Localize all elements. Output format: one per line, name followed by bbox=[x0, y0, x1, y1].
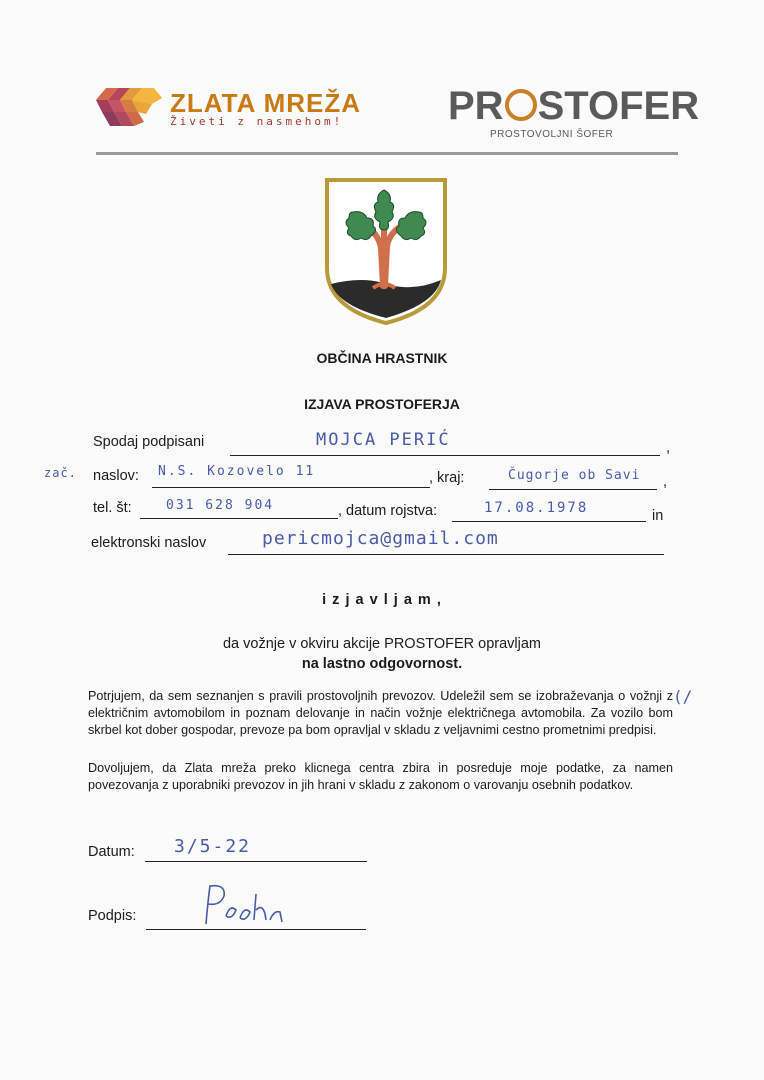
signed-value: MOJCA PERIĆ bbox=[316, 430, 451, 450]
paragraph-confirm: Potrjujem, da sem seznanjen s pravili prostovoljnih prevozov. Udeležil sem se izobraževanja o vožnji z električnim avtomobilom in poznam delovanje in način vožnje električnega avtomobila. Za vozilo bom skrbel kot dober gospodar, prevoze pa bom opravljal v skladu z veljavnimi cestno prometnimi predpisi. bbox=[88, 689, 673, 737]
paragraph-margin-note: (/ bbox=[673, 687, 693, 706]
declare-line-1: da vožnje v okviru akcije PROSTOFER opravljam bbox=[222, 636, 542, 652]
municipality-title: OBČINA HRASTNIK bbox=[316, 350, 448, 366]
address-margin-note: zač. bbox=[44, 466, 77, 480]
document-title: IZJAVA PROSTOFERJA bbox=[304, 396, 460, 412]
address-label: naslov: bbox=[93, 468, 139, 484]
hrastnik-crest-icon bbox=[323, 176, 449, 326]
phone-label: tel. št: bbox=[93, 500, 132, 516]
address-value: N.S. Kozovelo 11 bbox=[158, 464, 316, 479]
header-divider bbox=[96, 152, 678, 155]
place-line bbox=[489, 489, 657, 490]
prostofer-name-post: STOFER bbox=[537, 84, 700, 128]
address-line bbox=[152, 487, 430, 488]
zlata-mreza-logo-icon bbox=[96, 82, 166, 132]
zlata-mreza-slogan: Živeti z nasmehom! bbox=[170, 115, 344, 128]
prostofer-logo bbox=[448, 84, 699, 129]
prostofer-name-pre: PR bbox=[448, 84, 504, 128]
place-value: Čugorje ob Savi bbox=[508, 468, 641, 483]
place-label: , kraj: bbox=[429, 470, 465, 486]
date-line bbox=[145, 861, 367, 862]
prostofer-o-ring-icon bbox=[505, 89, 537, 121]
email-line bbox=[228, 554, 664, 555]
declare-line-2: na lastno odgovornost. bbox=[301, 656, 463, 672]
email-value: pericmojca@gmail.com bbox=[262, 528, 499, 549]
dob-value: 17.08.1978 bbox=[484, 500, 589, 516]
signature-label: Podpis: bbox=[88, 908, 137, 924]
signature-scribble-icon bbox=[196, 880, 288, 930]
email-label: elektronski naslov bbox=[91, 535, 207, 551]
signed-line bbox=[230, 455, 660, 456]
paragraph-consent: Dovoljujem, da Zlata mreža preko klicnega centra zbira in posreduje moje podatke, za namen povezovanja z uporabniki prevozov in jih hrani v skladu z zakonom o varovanju osebnih podatkov. bbox=[88, 761, 673, 792]
phone-value: 031 628 904 bbox=[166, 498, 275, 513]
date-label: Datum: bbox=[88, 844, 135, 860]
dob-suffix: in bbox=[652, 508, 664, 524]
declare-heading: i z j a v l j a m , bbox=[322, 592, 442, 608]
signed-comma: , bbox=[666, 440, 671, 456]
zlata-mreza-name: ZLATA MREŽA bbox=[170, 88, 362, 118]
phone-line bbox=[140, 518, 338, 519]
prostofer-subtitle: PROSTOVOLJNI ŠOFER bbox=[490, 129, 614, 140]
place-comma: , bbox=[663, 474, 668, 490]
date-value: 3/5-22 bbox=[174, 836, 252, 857]
signed-label: Spodaj podpisani bbox=[93, 434, 205, 450]
dob-label: , datum rojstva: bbox=[338, 503, 438, 519]
dob-line bbox=[452, 521, 646, 522]
